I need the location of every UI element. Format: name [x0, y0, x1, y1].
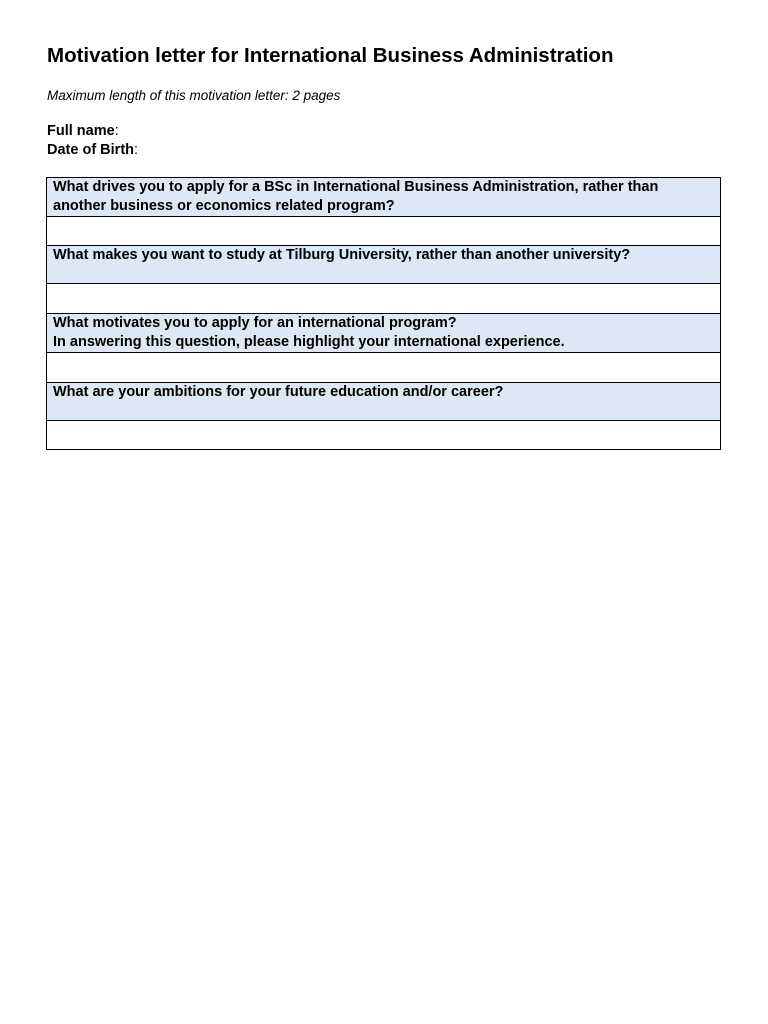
question-1-line-1: What drives you to apply for a BSc in International Business Administration, rather than: [53, 179, 659, 195]
question-cell-1: [47, 178, 721, 217]
answer-cell-3[interactable]: [47, 353, 721, 383]
question-2-line-1: What makes you want to study at Tilburg University, rather than another university?: [53, 247, 631, 263]
question-row: [47, 314, 721, 353]
document-subtitle: Maximum length of this motivation letter: 2 pages: [47, 88, 341, 103]
answer-row: [47, 284, 721, 314]
full-name-label: Full name: [47, 123, 115, 139]
question-3-line-1: What motivates you to apply for an international program?: [53, 315, 457, 331]
question-row: [47, 178, 721, 217]
date-of-birth-field: [47, 142, 138, 158]
answer-row: [47, 421, 721, 450]
answer-row: [47, 353, 721, 383]
question-row: [47, 383, 721, 421]
date-of-birth-label: Date of Birth: [47, 142, 134, 158]
question-4-line-1: What are your ambitions for your future education and/or career?: [53, 384, 504, 400]
questions-table: [46, 177, 721, 450]
date-of-birth-separator: :: [134, 142, 139, 158]
question-cell-3: [47, 314, 721, 353]
question-1-line-2: another business or economics related program?: [53, 198, 395, 214]
document-title: Motivation letter for International Business Administration: [47, 44, 614, 67]
full-name-field: [47, 123, 119, 139]
full-name-separator: :: [114, 123, 119, 139]
question-row: [47, 246, 721, 284]
answer-row: [47, 217, 721, 246]
question-cell-4: [47, 383, 721, 421]
answer-cell-2[interactable]: [47, 284, 721, 314]
question-3-line-2: In answering this question, please highlight your international experience.: [53, 334, 565, 350]
question-cell-2: [47, 246, 721, 284]
answer-cell-1[interactable]: [47, 217, 721, 246]
answer-cell-4[interactable]: [47, 421, 721, 450]
